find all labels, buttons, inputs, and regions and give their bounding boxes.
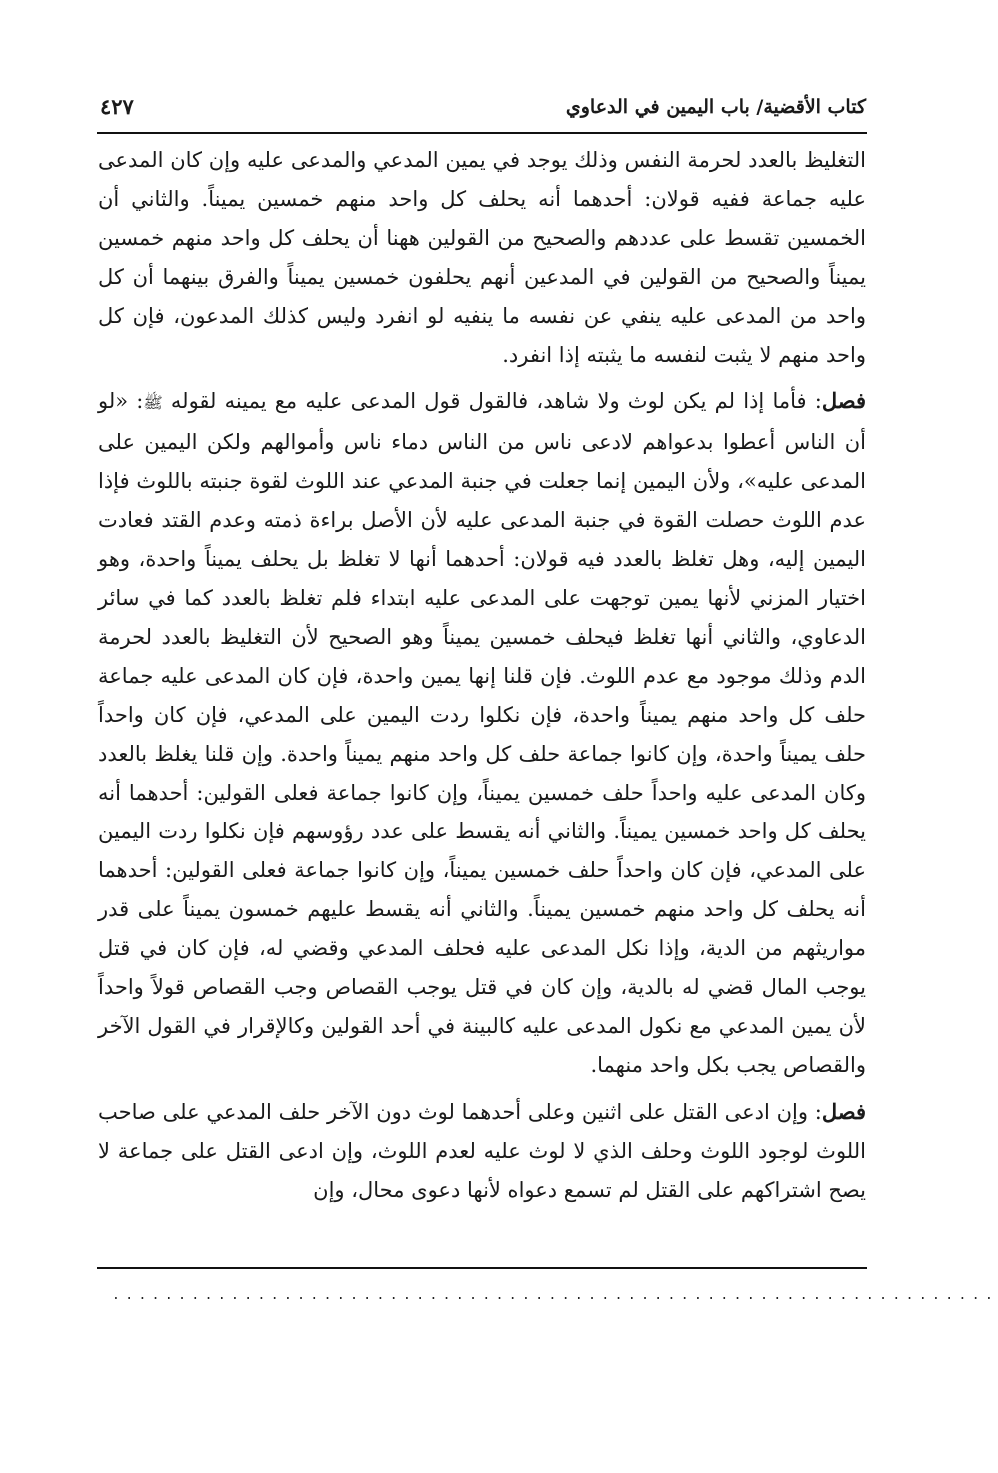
footnote-dots: ................................................................... [112,1288,998,1303]
salla-symbol: ﷺ [143,393,163,413]
running-header [100,90,866,130]
section-label: فصل [821,388,866,414]
main-text [98,141,866,1209]
paragraph-2-intro: : فأما إذا لم يكن لوث ولا شاهد، فالقول قول المدعى عليه مع يمينه لقوله [162,389,822,414]
footnote-rule [97,1267,867,1269]
header-rule [97,132,867,134]
paragraph-2-rest: : «لو أن الناس أعطوا بدعواهم لادعى ناس من الناس دماء ناس وأموالهم ولكن اليمين على المدعى عليه»، ولأن اليمين إنما جعلت في جنبة المدعي عند اللوث لقوة جنبته باللوث فإذا عدم اللوث حصلت القوة في جنبة المدعى عليه لأن الأصل براءة ذمته وعدم القتد فعادت اليمين إليه، وهل تغلظ بالعدد فيه قولان: أحدهما أنها لا تغلظ بل يحلف يميناً واحدة، وهو اختيار المزني لأنها يمين توجهت على المدعى عليه ابتداء فلم تغلظ بالعدد كما في سائر الدعاوي، والثاني أنها تغلظ فيحلف خمسين يميناً وهو الصحيح لأن التغليظ بالعدد لحرمة الدم وذلك موجود مع عدم اللوث. فإن قلنا إنها يمين واحدة، فإن كان المدعى عليه جماعة حلف كل واحد منهم يميناً واحدة، فإن نكلوا ردت اليمين على المدعي، فإن كان واحداً حلف يميناً واحدة، وإن كانوا جماعة حلف كل واحد منهم يميناً واحدة. وإن قلنا يغلظ بالعدد وكان المدعى عليه واحداً حلف خمسين يميناً، وإن كانوا جماعة فعلى القولين: أحدهما أنه يحلف كل واحد خمسين يميناً. والثاني أنه يقسط على عدد رؤوسهم فإن نكلوا ردت اليمين على المدعي، فإن كان واحداً حلف خمسين يميناً، وإن كانوا جماعة فعلى القولين: أحدهما أنه يحلف كل واحد منهم خمسين يميناً. والثاني أنه يقسط عليهم خمسون يميناً على قدر مواريثهم من الدية، وإذا نكل المدعى عليه فحلف المدعي وقضي له، فإن كان في قتل يوجب المال قضي له بالدية، وإن كان في قتل يوجب القصاص وجب القصاص قولاً واحداً لأن يمين المدعي مع نكول المدعى عليه كالبينة في أحد القولين وكالإقرار في القول الآخر والقصاص يجب بكل واحد منهما. [98,389,866,1077]
paragraph-1: التغليظ بالعدد لحرمة النفس وذلك يوجد في يمين المدعي والمدعى عليه وإن كان المدعى عليه جماعة ففيه قولان: أحدهما أنه يحلف كل واحد منهم خمسين يميناً. والثاني أن الخمسين تقسط على عددهم والصحيح من القولين ههنا أن يحلف كل واحد منهم خمسين يميناً والصحيح من القولين في المدعين أنهم يحلفون خمسين يميناً والفرق بينهما أن كل واحد من المدعى عليه ينفي عن نفسه ما ينفيه لو انفرد وليس كذلك المدعون، فإن كل واحد منهم لا يثبت لنفسه ما يثبته إذا انفرد. [98,148,866,367]
header-title: كتاب الأقضية/ باب اليمين في الدعاوي [565,96,866,118]
paragraph-3-text: : وإن ادعى القتل على اثنين وعلى أحدهما لوث دون الآخر حلف المدعي على صاحب اللوث لوجود اللوث وحلف الذي لا لوث عليه لعدم اللوث، وإن ادعى القتل على جماعة لا يصح اشتراكهم على القتل لم تسمع دعواه لأنها دعوى محال، وإن [98,1099,866,1202]
paragraph-2 [98,382,866,1084]
section-label: فصل [821,1098,866,1124]
paragraph-3 [98,1093,866,1210]
page-number: ٤٢٧ [100,94,134,119]
